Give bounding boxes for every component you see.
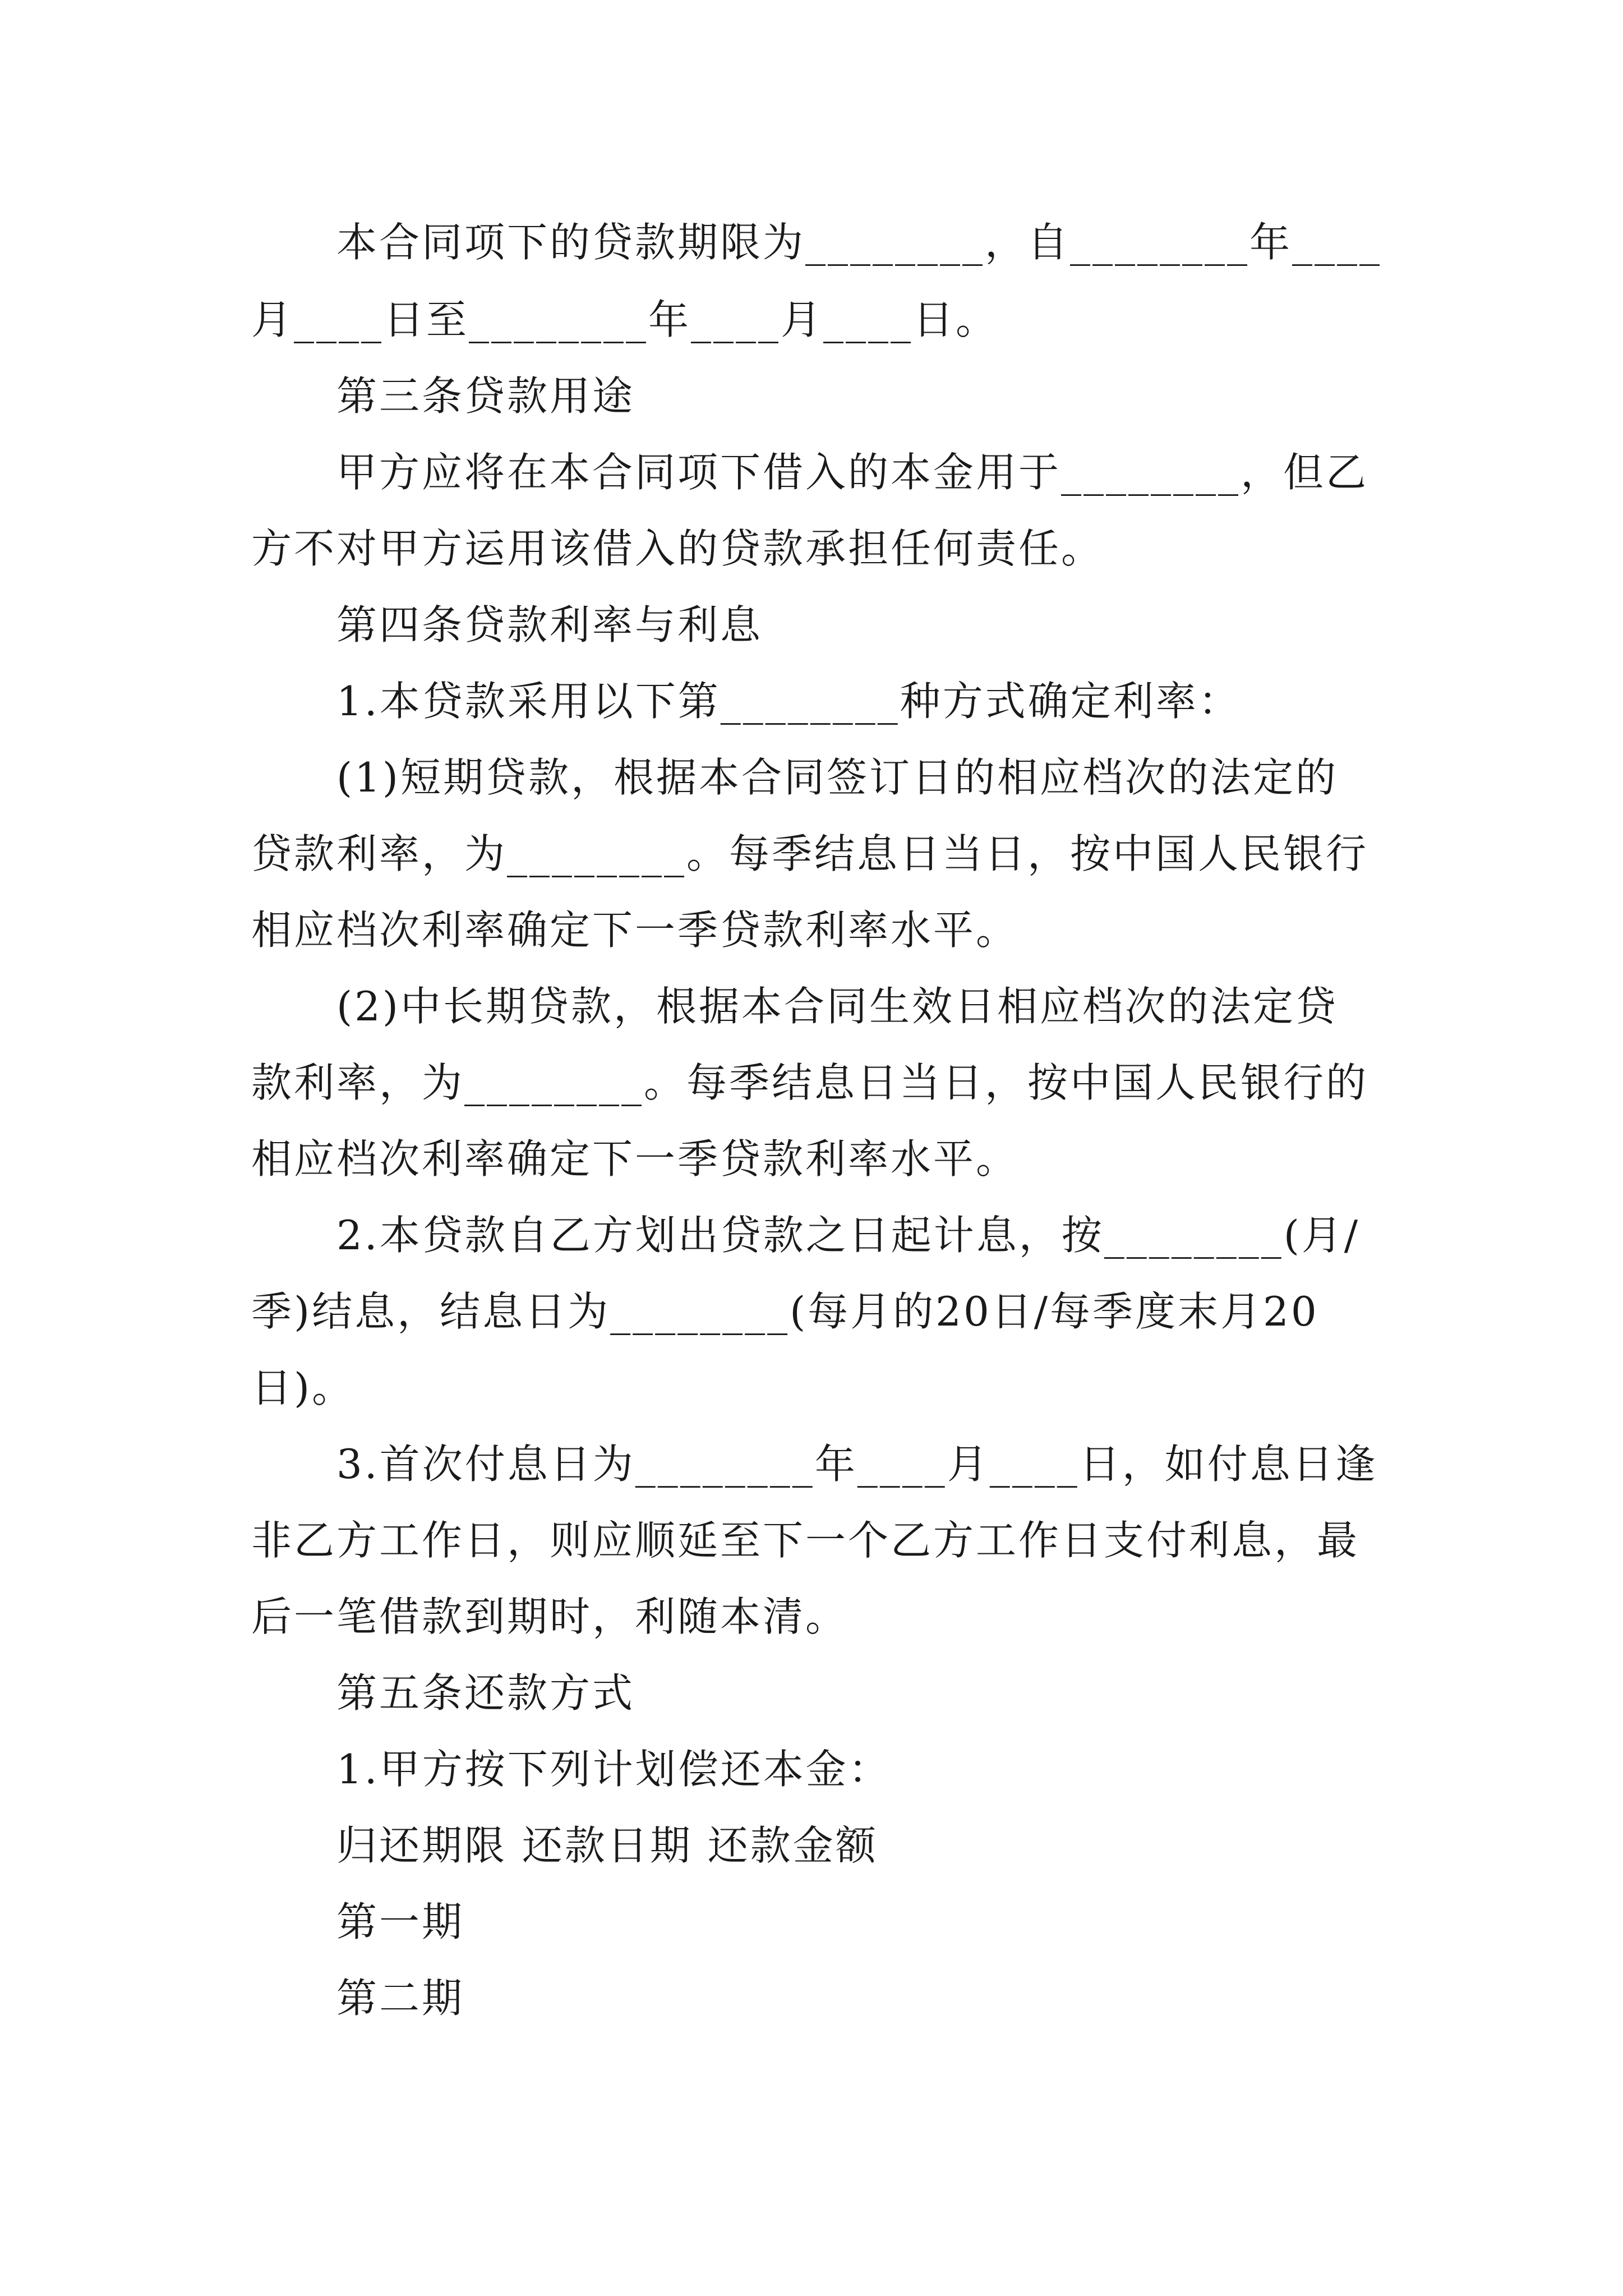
text-line: 款利率，为________。每季结息日当日，按中国人民银行的 [251,1059,1369,1106]
table-header: 归还期限 还款日期 还款金额 [336,1822,878,1869]
text-line: 非乙方工作日，则应顺延至下一个乙方工作日支付利息，最 [251,1517,1360,1564]
text-line: 1.本贷款采用以下第________种方式确定利率： [336,678,1241,725]
list-item: 第二期 [336,1975,465,2022]
text-line: 1.甲方按下列计划偿还本金： [336,1746,891,1793]
section-heading: 第四条贷款利率与利息 [336,601,763,648]
text-line: 后一笔借款到期时，利随本清。 [251,1593,849,1640]
text-line: 本合同项下的贷款期限为________，自________年____ [336,219,1382,266]
text-line: 月____日至________年____月____日。 [251,296,999,343]
text-line: 季)结息，结息日为________(每月的20日/每季度末月20 [251,1288,1319,1335]
text-line: 3.首次付息日为________年____月____日，如付息日逢 [336,1441,1378,1488]
text-line: 方不对甲方运用该借入的贷款承担任何责任。 [251,525,1104,572]
section-heading: 第五条还款方式 [336,1669,635,1717]
text-line: 相应档次利率确定下一季贷款利率水平。 [251,1135,1019,1182]
text-line: 日)。 [251,1364,355,1411]
text-line: 2.本贷款自乙方划出贷款之日起计息，按________(月/ [336,1212,1361,1259]
text-line: 相应档次利率确定下一季贷款利率水平。 [251,907,1019,954]
list-item: 第一期 [336,1898,465,1945]
text-line: 甲方应将在本合同项下借入的本金用于________，但乙 [336,449,1369,496]
text-line: (1)短期贷款，根据本合同签订日的相应档次的法定的 [336,754,1338,801]
text-line: (2)中长期贷款，根据本合同生效日相应档次的法定贷 [336,983,1338,1030]
section-heading: 第三条贷款用途 [336,372,635,420]
text-line: 贷款利率，为________。每季结息日当日，按中国人民银行 [251,830,1369,877]
